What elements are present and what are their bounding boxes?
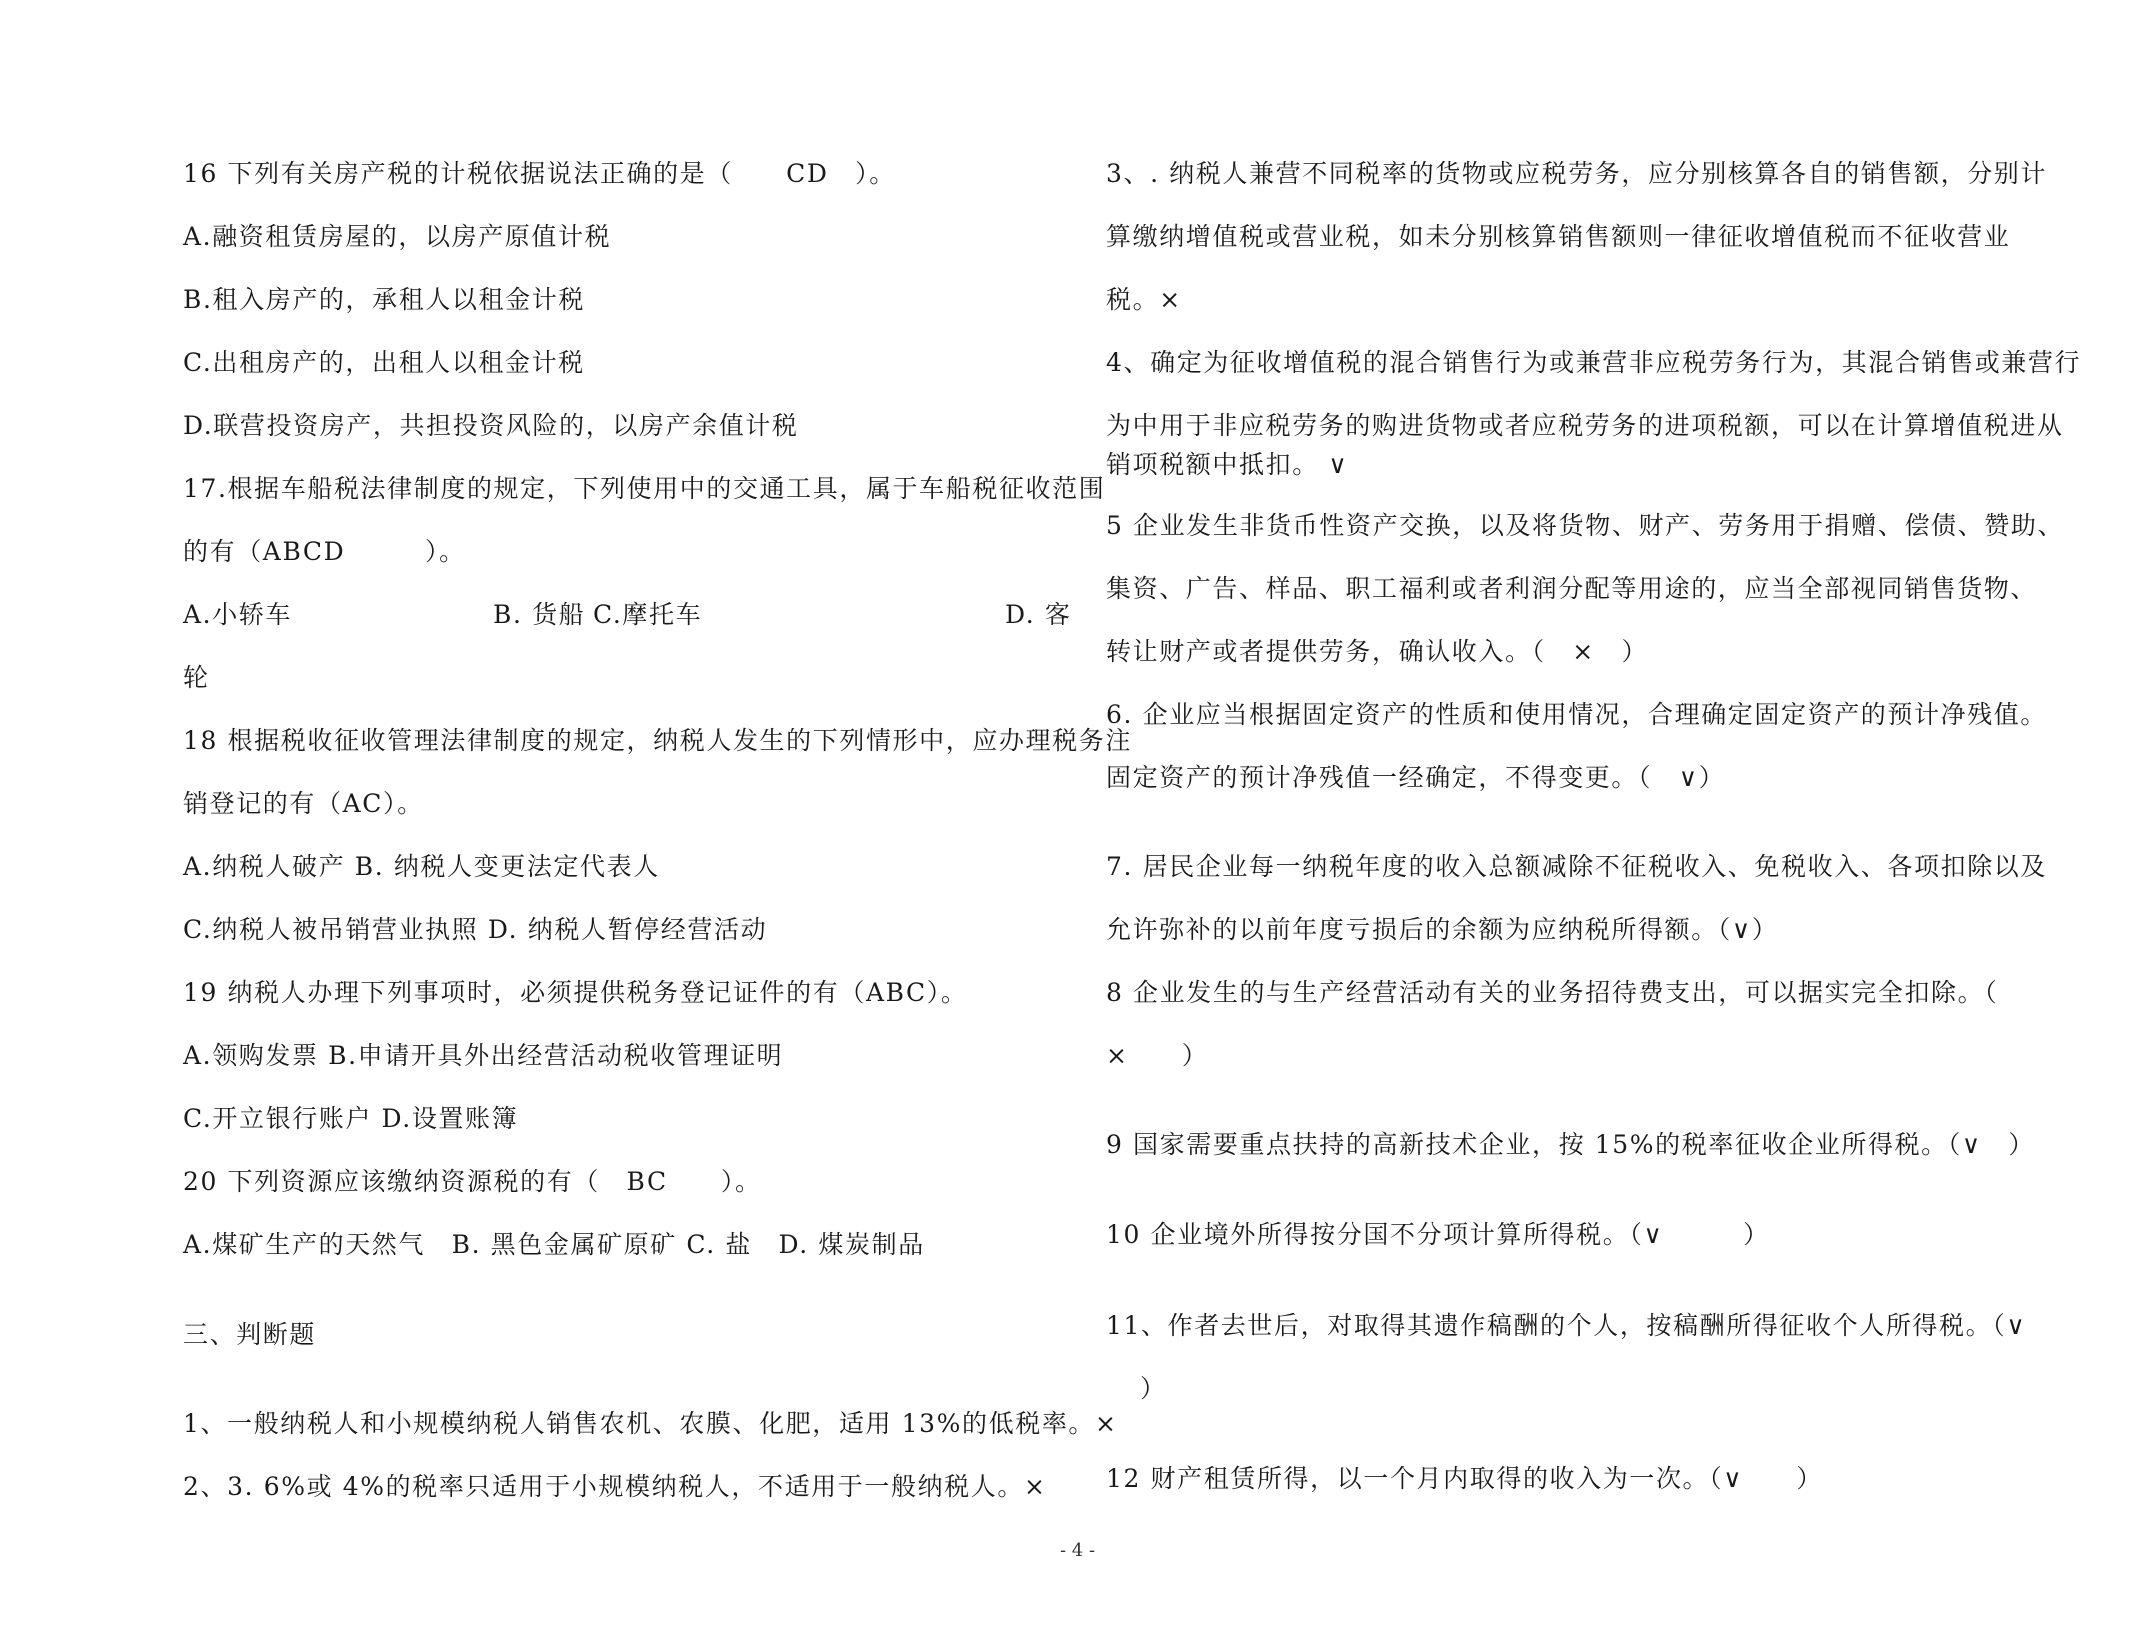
true-false-3-line-2: 算缴纳增值税或营业税，如未分别核算销售额则一律征收增值税而不征收营业 [1106,222,2011,251]
true-false-7-line-1: 7. 居民企业每一纳税年度的收入总额减除不征税收入、免税收入、各项扣除以及 [1106,852,2048,881]
question-17-options [183,598,1072,632]
question-18-stem-line-2: 销登记的有（AC）。 [183,789,424,818]
question-17-option-d-wrap: 轮 [183,663,210,692]
question-20-stem: 20 下列资源应该缴纳资源税的有（ BC ）。 [183,1167,762,1196]
true-false-8-line-1: 8 企业发生的与生产经营活动有关的业务招待费支出，可以据实完全扣除。（ [1106,978,1999,1007]
question-18-options-cd: C.纳税人被吊销营业执照 D. 纳税人暂停经营活动 [183,915,768,944]
true-false-9: 9 国家需要重点扶持的高新技术企业，按 15%的税率征收企业所得税。（∨ ） [1106,1130,2035,1159]
true-false-4-line-2: 为中用于非应税劳务的购进货物或者应税劳务的进项税额，可以在计算增值税进从 [1106,411,2064,440]
page-number: - 4 - [1060,1540,1096,1561]
question-20-options: A.煤矿生产的天然气 B. 黑色金属矿原矿 C. 盐 D. 煤炭制品 [183,1230,925,1259]
question-17-option-a: A.小轿车 [183,600,293,629]
question-16-stem: 16 下列有关房产税的计税依据说法正确的是（ CD ）。 [183,159,896,188]
true-false-3-line-3: 税。× [1106,285,1182,314]
true-false-4-line-3: 销项税额中抵扣。 ∨ [1106,450,1349,479]
true-false-1: 1、一般纳税人和小规模纳税人销售农机、农膜、化肥，适用 13%的低税率。× [183,1409,1118,1438]
question-17-option-c: C.摩托车 [593,600,703,629]
true-false-3-line-1: 3、. 纳税人兼营不同税率的货物或应税劳务，应分别核算各自的销售额，分别计 [1106,159,2048,188]
question-18-options-ab: A.纳税人破产 B. 纳税人变更法定代表人 [183,852,660,881]
true-false-5-line-2: 集资、广告、样品、职工福利或者利润分配等用途的，应当全部视同销售货物、 [1106,574,2038,603]
question-17-stem-line-1: 17.根据车船税法律制度的规定，下列使用中的交通工具，属于车船税征收范围 [183,474,1106,503]
question-18-stem-line-1: 18 根据税收征收管理法律制度的规定，纳税人发生的下列情形中，应办理税务注 [183,726,1132,755]
true-false-8-line-2: × ） [1106,1041,1209,1070]
true-false-2: 2、3. 6%或 4%的税率只适用于小规模纳税人，不适用于一般纳税人。× [183,1472,1047,1501]
question-19-stem: 19 纳税人办理下列事项时，必须提供税务登记证件的有（ABC）。 [183,978,968,1007]
true-false-10: 10 企业境外所得按分国不分项计算所得税。（∨ ） [1106,1220,1770,1249]
question-17-option-d: D. 客 [1005,600,1072,629]
question-17-option-b: B. 货船 [493,600,586,629]
question-16-option-b: B.租入房产的，承租人以租金计税 [183,285,585,314]
true-false-6-line-1: 6. 企业应当根据固定资产的性质和使用情况，合理确定固定资产的预计净残值。 [1106,700,2048,729]
true-false-5-line-3: 转让财产或者提供劳务，确认收入。（ × ） [1106,637,1649,666]
true-false-5-line-1: 5 企业发生非货币性资产交换，以及将货物、财产、劳务用于捐赠、偿债、赞助、 [1106,511,2065,540]
question-19-options-cd: C.开立银行账户 D.设置账簿 [183,1104,519,1133]
question-17-stem-line-2: 的有（ABCD ）。 [183,537,466,566]
true-false-7-line-2: 允许弥补的以前年度亏损后的余额为应纳税所得额。（∨） [1106,915,1779,944]
true-false-6-line-2: 固定资产的预计净残值一经确定，不得变更。（ ∨） [1106,763,1726,792]
question-16-option-a: A.融资租赁房屋的，以房产原值计税 [183,222,612,251]
question-19-options-ab: A.领购发票 B.申请开具外出经营活动税收管理证明 [183,1041,784,1070]
true-false-11-line-2: ） [1140,1374,1167,1403]
true-false-12: 12 财产租赁所得，以一个月内取得的收入为一次。（∨ ） [1106,1464,1823,1493]
true-false-4-line-1: 4、确定为征收增值税的混合销售行为或兼营非应税劳务行为，其混合销售或兼营行 [1106,348,2082,377]
question-16-option-c: C.出租房产的，出租人以租金计税 [183,348,585,377]
true-false-11-line-1: 11、作者去世后，对取得其遗作稿酬的个人，按稿酬所得征收个人所得税。（∨ [1106,1311,2027,1340]
question-16-option-d: D.联营投资房产，共担投资风险的，以房产余值计税 [183,411,799,440]
section-title-true-false: 三、判断题 [183,1320,317,1349]
